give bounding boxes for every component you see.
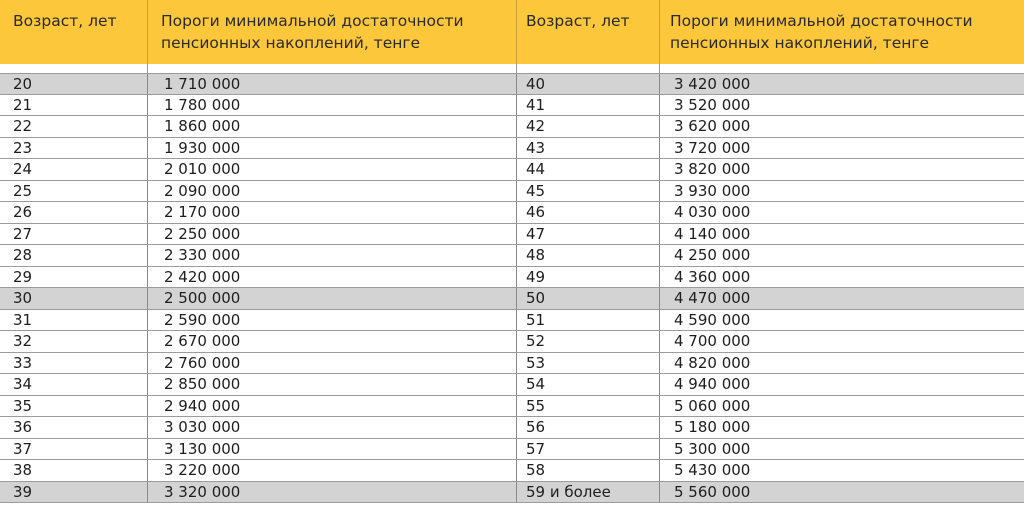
age-right-cell: 58: [517, 460, 660, 481]
age-left-cell: 31: [0, 310, 148, 331]
age-left-cell: 34: [0, 374, 148, 395]
threshold-left-cell: 3 030 000: [148, 417, 517, 438]
age-left-cell: 33: [0, 353, 148, 374]
table-row: [0, 138, 1024, 160]
threshold-left-cell: 3 130 000: [148, 439, 517, 460]
table-row: [0, 73, 1024, 95]
header-threshold-right-line2: пенсионных накоплений, тенге: [670, 34, 930, 52]
age-right-cell: 54: [517, 374, 660, 395]
threshold-left-cell: 2 590 000: [148, 310, 517, 331]
header-age-left-label: Возраст, лет: [13, 12, 117, 30]
spacer-cell: [660, 64, 1024, 73]
age-left-cell: 35: [0, 396, 148, 417]
threshold-left-cell: 1 710 000: [148, 74, 517, 94]
spacer-cell: [0, 64, 148, 73]
age-left-cell: 29: [0, 267, 148, 288]
header-threshold-right-line1: Пороги минимальной достаточности: [670, 12, 973, 30]
threshold-right-cell: 4 250 000: [674, 246, 751, 264]
age-right-cell: 41: [517, 95, 660, 116]
threshold-right-cell: 4 030 000: [674, 203, 751, 221]
table-row: [0, 353, 1024, 375]
table-row: [0, 482, 1024, 504]
age-right-cell: 56: [517, 417, 660, 438]
threshold-left-cell: 3 220 000: [148, 460, 517, 481]
age-right-cell: 53: [517, 353, 660, 374]
age-right-cell: 43: [517, 138, 660, 159]
age-right-cell: 55: [517, 396, 660, 417]
age-left-cell: 27: [0, 224, 148, 245]
threshold-right-cell: 3 420 000: [674, 75, 751, 93]
age-left-cell: 28: [0, 245, 148, 266]
table-row: [0, 288, 1024, 310]
age-right-cell: 44: [517, 159, 660, 180]
threshold-right-cell: 3 520 000: [674, 95, 751, 114]
table-row: [0, 95, 1024, 117]
threshold-right-cell: 4 470 000: [674, 289, 751, 307]
age-right-cell: 51: [517, 310, 660, 331]
table-row: [0, 374, 1024, 396]
threshold-right-cell: 5 430 000: [674, 461, 751, 479]
threshold-right-cell: 4 140 000: [674, 224, 751, 243]
threshold-right-cell: 4 820 000: [674, 353, 751, 372]
age-right-cell: 47: [517, 224, 660, 245]
age-left-cell: 20: [0, 74, 148, 94]
table-row: [0, 460, 1024, 482]
header-age-right-label: Возраст, лет: [526, 12, 630, 30]
age-right-cell: 59 и более: [517, 482, 660, 503]
table-row: [0, 116, 1024, 138]
threshold-right-cell: 5 300 000: [674, 439, 751, 458]
threshold-left-cell: 2 940 000: [148, 396, 517, 417]
threshold-left-cell: 2 170 000: [148, 202, 517, 223]
age-right-cell: 40: [517, 74, 660, 94]
spacer-cell: [148, 64, 517, 73]
age-right-cell: 57: [517, 439, 660, 460]
threshold-right-cell: 5 560 000: [674, 482, 751, 501]
header-threshold-left-line2: пенсионных накоплений, тенге: [161, 34, 421, 52]
age-left-cell: 30: [0, 288, 148, 309]
table-row: [0, 310, 1024, 332]
table-row: [0, 181, 1024, 203]
threshold-right-cell: 3 930 000: [674, 181, 751, 200]
age-right-cell: 42: [517, 116, 660, 137]
age-left-cell: 25: [0, 181, 148, 202]
age-right-cell: 48: [517, 245, 660, 266]
table-row: [0, 331, 1024, 353]
age-right-cell: 50: [517, 288, 660, 309]
threshold-left-cell: 2 760 000: [148, 353, 517, 374]
threshold-right-cell: 3 620 000: [674, 117, 751, 135]
spacer-cell: [517, 64, 660, 73]
threshold-left-cell: 2 250 000: [148, 224, 517, 245]
table-row: [0, 224, 1024, 246]
header-age-left: [0, 0, 148, 64]
age-right-cell: 49: [517, 267, 660, 288]
table-header: [0, 0, 1024, 64]
threshold-left-cell: 2 670 000: [148, 331, 517, 352]
threshold-left-cell: 2 090 000: [148, 181, 517, 202]
header-spacer: [0, 64, 1024, 73]
threshold-right-cell: 3 720 000: [674, 138, 751, 157]
table-row: [0, 417, 1024, 439]
age-left-cell: 26: [0, 202, 148, 223]
table-row: [0, 202, 1024, 224]
header-threshold-right: [660, 0, 1024, 64]
threshold-right-cell: 4 360 000: [674, 267, 751, 286]
table-row: [0, 245, 1024, 267]
table-row: [0, 159, 1024, 181]
age-left-cell: 36: [0, 417, 148, 438]
age-left-cell: 22: [0, 116, 148, 137]
age-left-cell: 21: [0, 95, 148, 116]
threshold-left-cell: 3 320 000: [148, 482, 517, 503]
threshold-left-cell: 2 850 000: [148, 374, 517, 395]
age-left-cell: 37: [0, 439, 148, 460]
table-body: [0, 73, 1024, 503]
threshold-left-cell: 2 010 000: [148, 159, 517, 180]
header-threshold-left: [148, 0, 517, 64]
threshold-left-cell: 1 930 000: [148, 138, 517, 159]
age-left-cell: 32: [0, 331, 148, 352]
table-row: [0, 439, 1024, 461]
age-left-cell: 23: [0, 138, 148, 159]
age-left-cell: 39: [0, 482, 148, 503]
age-right-cell: 45: [517, 181, 660, 202]
threshold-right-cell: 4 940 000: [674, 375, 751, 393]
threshold-right-cell: 4 700 000: [674, 332, 751, 350]
threshold-left-cell: 2 420 000: [148, 267, 517, 288]
threshold-right-cell: 4 590 000: [674, 310, 751, 329]
threshold-right-cell: 5 180 000: [674, 418, 751, 436]
threshold-right-cell: 5 060 000: [674, 396, 751, 415]
threshold-left-cell: 1 860 000: [148, 116, 517, 137]
age-left-cell: 38: [0, 460, 148, 481]
age-right-cell: 52: [517, 331, 660, 352]
threshold-right-cell: 3 820 000: [674, 160, 751, 178]
age-left-cell: 24: [0, 159, 148, 180]
header-threshold-left-line1: Пороги минимальной достаточности: [161, 12, 464, 30]
table-row: [0, 267, 1024, 289]
threshold-left-cell: 2 330 000: [148, 245, 517, 266]
threshold-left-cell: 1 780 000: [148, 95, 517, 116]
threshold-left-cell: 2 500 000: [148, 288, 517, 309]
table-row: [0, 396, 1024, 418]
header-age-right: [517, 0, 660, 64]
age-right-cell: 46: [517, 202, 660, 223]
